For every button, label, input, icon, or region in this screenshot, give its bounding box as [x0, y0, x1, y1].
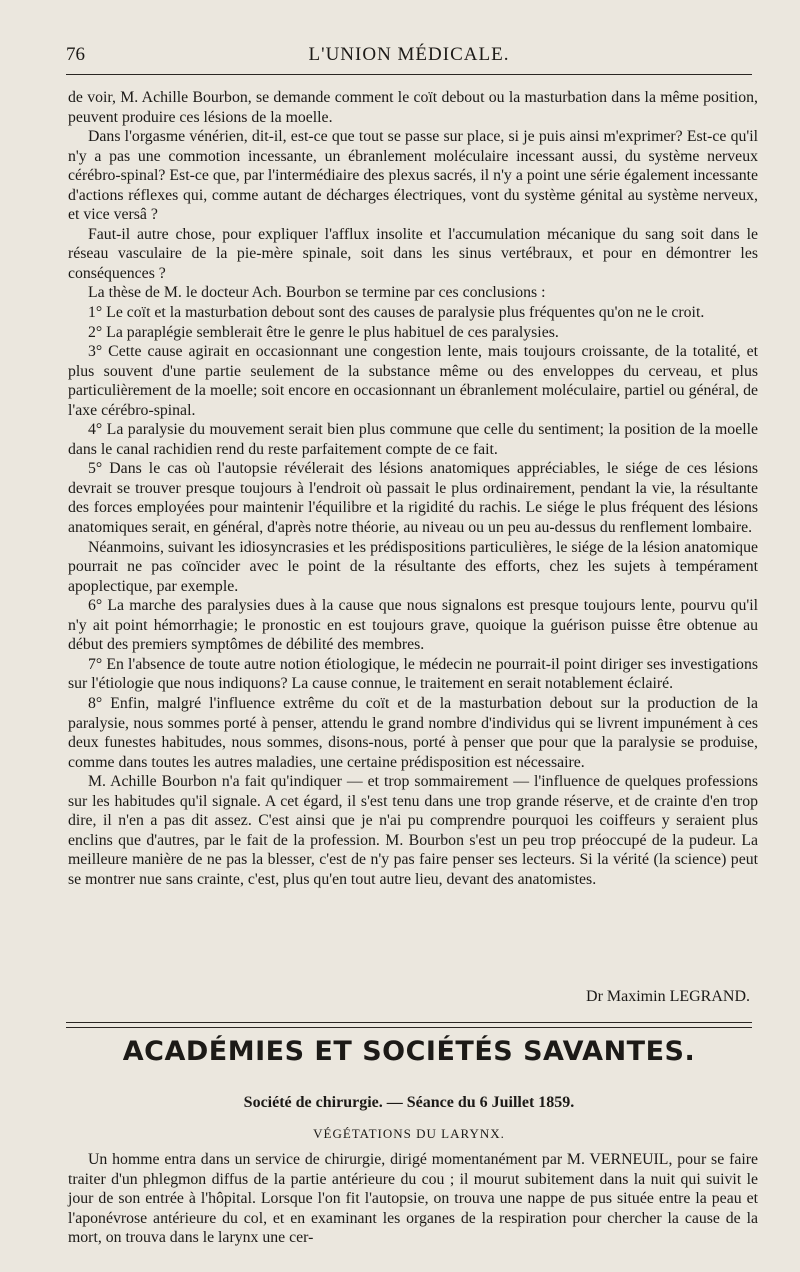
page-header	[66, 44, 752, 68]
section-title: ACADÉMIES ET SOCIÉTÉS SAVANTES.	[122, 1036, 696, 1067]
conclusion-item: 2° La paraplégie semblerait être le genre le plus habituel de ces paralysies.	[88, 323, 559, 341]
section-divider	[66, 1022, 752, 1028]
paragraph: Faut-il autre chose, pour expliquer l'afflux insolite et l'accumulation mécanique du sang soit dans le réseau vasculaire de la pie-mère spinale, soit dans les sinus vertébraux, et pour en démontrer les conséquences ?	[68, 225, 758, 282]
conclusion-item: 1° Le coït et la masturbation debout sont des causes de paralysie plus fréquentes qu'on ne le croit.	[88, 304, 705, 322]
conclusion-item: 3° Cette cause agirait en occasionnant une congestion lente, mais toujours croissante, de la totalité, et plus souvent d'une partie seulement de la substance même ou des enveloppes du cerveau, et plus particulièrement de la moelle; soit encore en occasionnant un ébranlement moléculaire, partiel ou général, de l'axe cérébro-spinal.	[68, 343, 758, 419]
author-signature: Dr Maximin LEGRAND.	[586, 988, 750, 1005]
article-subtitle: VÉGÉTATIONS DU LARYNX.	[313, 1126, 505, 1141]
paragraph: de voir, M. Achille Bourbon, se demande comment le coït debout ou la masturbation dans la même position, peuvent produire ces lésions de la moelle.	[68, 89, 758, 126]
conclusion-item: 7° En l'absence de toute autre notion étiologique, le médecin ne pourrait-il point diriger ses investigations sur l'étiologie que nous indiquons? La cause connue, le traitement en serait notablement éclairé.	[68, 655, 758, 693]
paragraph: La thèse de M. le docteur Ach. Bourbon se termine par ces conclusions :	[88, 284, 546, 302]
conclusion-item: 5° Dans le cas où l'autopsie révélerait des lésions anatomiques appréciables, le siége de ces lésions devrait se trouver presque toujours à l'endroit où passait le plus ordinairement, pendant la vie, la résultante des forces employées pour maintenir l'équilibre et la rigidité du rachis. Le siége le plus fréquent des lésions anatomiques serait, en général, d'après notre théorie, au niveau ou un peu au-dessus du renflement lombaire.	[68, 460, 758, 537]
paragraph: M. Achille Bourbon n'a fait qu'indiquer — et trop sommairement — l'influence de quelques professions sur les habitudes qu'il signale. A cet égard, il s'est tenu dans une trop grande réserve, et de crainte d'en trop dire, il n'en a pas dit assez. C'est ainsi que je n'ai pu comprendre pourquoi les coiffeurs y seraient plus enclins que d'autres, par le fait de la profession. M. Bourbon s'est un peu trop préoccupé de la pudeur. La meilleure manière de ne pas la blesser, c'est de n'y pas faire penser ses lecteurs. Si la vérité (la science) peut se montrer nue sans crainte, c'est, plus qu'en tout autre lieu, devant des anatomistes.	[68, 773, 758, 888]
paragraph: Néanmoins, suivant les idiosyncrasies et les prédispositions particulières, le siége de la lésion anatomique pourrait ne pas coïncider avec le point de la résultante des efforts, chez les sujets à tempérament apoplectique, par exemple.	[68, 538, 758, 595]
article-body	[68, 88, 758, 889]
paragraph: Dans l'orgasme vénérien, dit-il, est-ce que tout se passe sur place, si je puis ainsi m'exprimer? Est-ce qu'il n'y a pas une commotion incessante, un ébranlement moléculaire incessant aussi, du système nerveux cérébro-spinal? Est-ce que, par l'intermédiaire des plexus sacrés, il n'y a point une série également incessante d'actions réflexes qui, comme autant de décharges électriques, vont du système génital au système nerveux, et vice versâ ?	[68, 128, 758, 224]
conclusion-item: 8° Enfin, malgré l'influence extrême du coït et de la masturbation debout sur la production de la paralysie, nous sommes porté à penser, attendu le grand nombre d'individus qui se livrent impunément à ces deux funestes habitudes, nous sommes, disons-nous, porté à penser que pour que la paralysie se produise, comme dans toutes les autres maladies, une certaine prédisposition est nécessaire.	[68, 694, 758, 771]
page-number: 76	[66, 44, 85, 65]
running-title: L'UNION MÉDICALE.	[308, 44, 510, 65]
session-heading: Société de chirurgie. — Séance du 6 Juillet 1859.	[243, 1094, 575, 1111]
conclusion-item: 6° La marche des paralysies dues à la cause que nous signalons est presque toujours lente, pourvu qu'il n'y ait point hémorrhagie; le pronostic en est toujours grave, quoique la guérison puisse être obtenue au début des premiers symptômes de débilité des membres.	[68, 597, 758, 654]
header-rule	[66, 74, 752, 75]
section-body	[68, 1150, 758, 1248]
paragraph: Un homme entra dans un service de chirurgie, dirigé momentanément par M. VERNEUIL, pour se faire traiter d'un phlegmon diffus de la partie antérieure du cou ; il mourut subitement dans la nuit qui suivit le jour de son entrée à l'hôpital. Lorsque l'on fit l'autopsie, on trouva une nappe de pus située entre la peau et l'aponévrose antérieure du col, et en examinant les organes de la respiration pour chercher la cause de la mort, on trouva dans le larynx une cer-	[68, 1151, 758, 1246]
conclusion-item: 4° La paralysie du mouvement serait bien plus commune que celle du sentiment; la position de la moelle dans le canal rachidien rend du reste parfaitement compte de ce fait.	[68, 421, 758, 458]
